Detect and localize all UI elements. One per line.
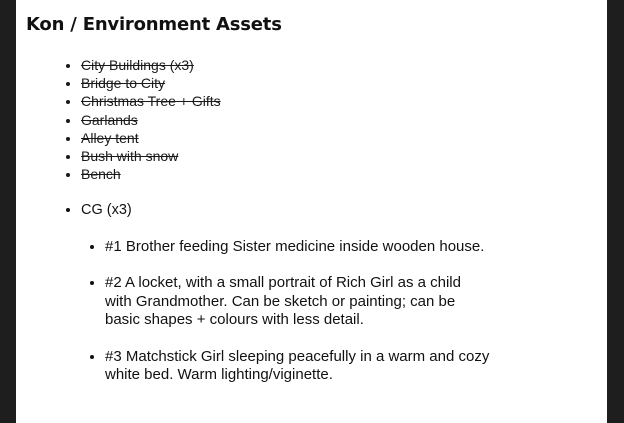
page-title: Kon / Environment Assets xyxy=(26,14,282,35)
list-item: • Garlands xyxy=(81,111,221,129)
cg-item: • #2 A locket, with a small portrait of Rich Girl as a child with Grandmother. Can be sketch or painting; can be basic shapes + colours with less detail. xyxy=(105,274,490,329)
completed-assets-list xyxy=(64,56,221,183)
cg-item: • #1 Brother feeding Sister medicine inside wooden house. xyxy=(105,238,490,256)
list-item: • Alley tent xyxy=(81,129,221,147)
cg-label: • CG (x3) xyxy=(81,201,132,219)
cg-items-list xyxy=(87,238,490,402)
list-item: • Bench xyxy=(81,165,221,183)
list-item: • Bush with snow xyxy=(81,147,221,165)
document-page xyxy=(16,0,607,423)
list-item: • City Buildings (x3) xyxy=(81,56,221,74)
list-item: • Bridge to City xyxy=(81,74,221,92)
list-item: • Christmas Tree + Gifts xyxy=(81,92,221,110)
cg-item: • #3 Matchstick Girl sleeping peacefully in a warm and cozy white bed. Warm lighting/viginette. xyxy=(105,348,490,385)
cg-list xyxy=(64,201,132,219)
